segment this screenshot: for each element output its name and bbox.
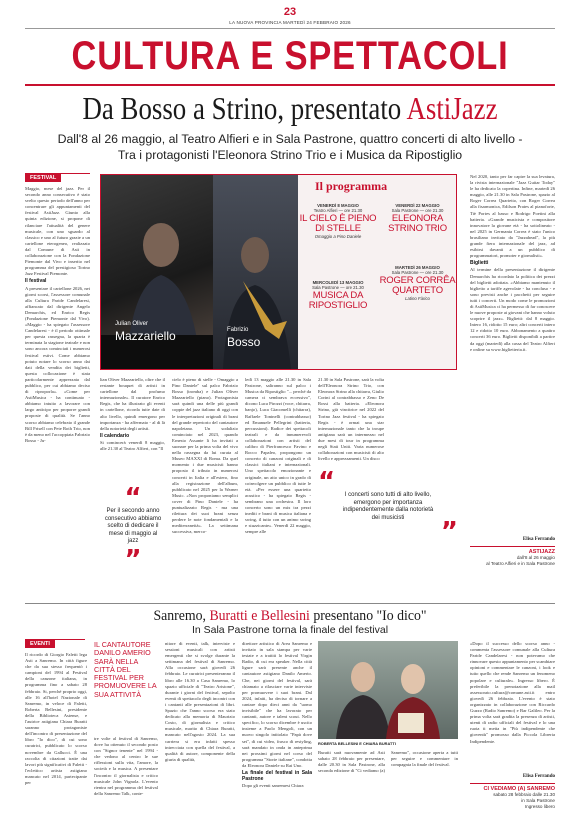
main-author: Elisa Ferrando — [522, 537, 555, 542]
two-women-photo-icon — [318, 641, 458, 739]
main-col-2-text-b: Si comincerà venerdì 8 maggio, alle 21.30 al Teatro Alfieri, con "Il — [100, 439, 165, 452]
event-1-title: IL CIELO È PIENO DI STELLE — [299, 212, 377, 234]
sanremo-info-line-3: Ingresso libero — [524, 804, 555, 809]
eventi-tag: EVENTI — [25, 640, 55, 648]
event-1-date: VENERDÌ 8 MAGGIO — [317, 203, 359, 208]
second-col-5 — [318, 750, 458, 816]
event-4-sub: Latino Fàrico — [405, 295, 430, 301]
astijazz-info-rule — [470, 546, 555, 547]
event-4-venue: Sala Pastrone — ore 21.30 — [391, 270, 444, 276]
article-divider — [25, 603, 555, 604]
main-headline — [46, 90, 533, 126]
event-3-venue: Sala Pastrone — ore 21.30 — [312, 285, 364, 291]
page-number: 23 — [283, 6, 297, 18]
second-col-1-text: Il ricordo di Giorgio Faletti lega Asti a Sanremo. In città figure che da sua stesso frequentò i campioni del 1994 al Festival della canzone italiana, in programma fino a sabato 28 febbraio. Si, perché proprio oggi, alle 16 all'hotel Nazionale di Sanremo, in veloce di Faletti, Roberta Bellesini, presidente della Biblioteca Astense, e l'autrice astigiana Chiara Buratti saranno protagoniste dell'incontro di presentazione del libro "Io dico", di cui sono curatrici, pubblicato lo scorso novembre da Gallucci. È una raccolta di citazioni tratte dai lavori più significativi di Faletti - l'eclettico artista astigiano mancato nel 2014, partecipante per — [25, 652, 87, 785]
bosso-label-small: Fabrizio — [227, 327, 249, 333]
event-4-title: ROGER CORRÊA QUARTETO — [379, 274, 456, 296]
second-col-4-text-b: Dopo gli eventi sanremesi Chiara — [242, 783, 304, 789]
main-col-3-text: cielo è pieno di stelle - Omaggio a Pino Daniele" sul palco Fabrizio Bosso (tromba) e Julian Oliver Mazzariello (piano). Protagonista sarà quindi una delle più grandi coppie del jazz italiano di oggi con le interpretazioni originali di brani del grande repertorio del cantautore napoletano. Un sodalizio cominciato nel 2023, quando Ernesto Assante li ha invitati a suonare per la prima volta del vivo nella rassegna da lui curata al Museo MAXXI di Roma. Da quel momento i due musicisti hanno proposto il tributo in numerosi concerti in Italia e all'estero, fino alla registrazione dell'album, pubblicato nel 2025 per la Warner Music. «Non proponiamo semplici cover di Pino Daniele - ha puntualizzato Regis - ma una rilettura dei suoi brani senza perdere le note fondamentali e la mediterraneità». La settimana successiva, merco- — [172, 377, 238, 535]
date-line: LA NUOVA PROVINCIA MARTEDÌ 24 FEBBRAIO 2026 — [229, 20, 351, 25]
quote-2-open-icon: “ — [318, 467, 336, 497]
astijazz-info-line-2: al Teatro Alfieri e in Sala Pastrone — [486, 561, 555, 566]
second-subhead: In Sala Pastrone torna la finale del festival — [191, 624, 389, 636]
second-col-6-text: «Dopo il successo dello scorso anno - commenta l'assessore comunale alla Cultura Paride Candelaresi - non potevamo che rinnovare questo appuntamento per scambiare opinioni e commentare le canzoni, i look e tutto quello che rende Sanremo un fenomeno popolare e culturale». Ingresso libero. È preferibile la prenotazione alla mail assessorato.cultura@comune.asti.it entro giovedì 26 febbraio. L'evento è stato organizzato in collaborazione con Riccardo Guzzo (Radio Sanremo) e Bar Galileo. Per la prima volta sarà gradita la presenza di artisti, utenti di radio ufficiali del festival e lo una ruota ti metta in "Più indipendente che gioventù" promosso dalla Piccola Libreria Indipendente. — [470, 641, 555, 744]
event-3-title: MUSICA DA RIPOSTIGLIO — [308, 289, 368, 311]
second-col-4-text: direttore artistico di Area Sanremo e invitato in sala stampa per varie testate e a trattiti lo festival Virgin Radio, di cui era speaker. Nella città ligure sarà presente anche il cantautore astigiano Danilo Amerio. Che, nei giorni del festival, sarà chiamato a rilasciare varie interviste per promuovere i suoi brani. Dal 2024, infatti, ha deciso di tornare a cantare dopo dieci anni da "uomo invisibile" che ha lavorato per cantanti, autore e talent scout. Nello specifico, lo scorso dicembre è uscito insieme a Paolo Mengoli, con un nuovo singolo intitolato "Papà dove sei", di cui video, frasco di restyling, sarà mandato in onda in anteprima nei prossimi giorni nel corso del programma "Storie italiane", condotta da Eleonora Daniele su Rai Uno. — [242, 641, 312, 768]
event-2-title: ELEONORA STRINO TRIO — [388, 212, 447, 234]
quote-2 — [318, 467, 458, 548]
section-title: CULTURA E SPETTACOLI — [71, 34, 509, 78]
bellesini-buratti-photo — [318, 641, 458, 739]
second-col-5-text: Buratti sarà nuovamente ad Asti sabato 28 febbraio per presentare, dalle 20.30 in Sala Pastrone, alla seconda edizione di "Ci vediamo (a) Sanremo", occasione aperta a tutti per seguire e commentare in compagnia la finale del festival. — [318, 750, 458, 774]
second-col-3-text: nitore di eventi, talk, interviste e sessioni musicali con artisti emergenti che si svolge durante la settimana del festival di Sanremo. Alla occasione sarà giovedì 26 febbraio. Le curatrici presenteranno il libro alle 16.30 a Casa Sanremo, lo spazio ufficiale di "Teatro Aristone", durante i giorni del festival, sepolto eventi di spettacolo degli incontri con i cantanti alle presentazioni di libri. Spazio che l'anno scorso era stato dedicato alla memoria di Maurizio Costo, di giornalista e critico musicale, marito di Chiara Buratti, mancato nell'agosto 2024. La sua carriera si era infatti spesso intrecciata con quella del festival, a qualità di autore, componente della giuria di qualità, — [165, 641, 235, 762]
event-2-date: VENERDÌ 22 MAGGIO — [395, 203, 440, 208]
event-4-date: MARTEDÌ 26 MAGGIO — [395, 265, 440, 270]
sanremo-info-rule — [470, 783, 555, 784]
finale-subhead: La finale del festival in Sala Pastrone — [242, 769, 312, 783]
main-col-3 — [172, 377, 238, 595]
headline-highlight: AstiJazz — [406, 90, 498, 126]
event-4 — [379, 265, 456, 301]
sanremo-info-title: CI VEDIAMO (A) SANREMO — [483, 786, 555, 792]
programma-panel — [299, 175, 456, 369]
main-col-1-text-b: A presentare il cartellone 2026, nei giorni scorsi, l'assessore comunale alla Cultura Paride Candelaresi, affiancato dal dirigente Angelo Demarchis, ed Enrico Regis (Fondazione Piemonte dal Vivo). «Maggio - ha spiegato l'assessore Candelaresi - è il periodo ottimale per questa rassegna, la quarta è terminata la stagione teatrale e non sono ancora cominciati i numerosi festival estivi. Come abbiamo potuto notare lo scorso anno dai dati della vendita dei biglietti, questa collocazione è stata particolarmente apprezzata dal pubblico, per cui abbiamo deciso di riproporla». «Come per AstiMusica - ha continuato - abbiamo intuito a lavorare con largo anticipo per proporre grandi proposte di qualità. Se l'anno scorso abbiamo celebrato il grande Bill Frisell con Pete Roth Trio, non è da meno nel l'accoppiata Fabrizio Bosso - Ju- — [25, 285, 90, 443]
quote-close-icon: ” — [124, 544, 142, 575]
main-col-4-text: ledì 13 maggio alle 21.30 in Sala Pastrone, saliranno sul palco i Musica da Ripostiglio "... perché da camera ci sembrava eccessivo", dicono Luca Pirozzi (voce, chitarra, banjo), Luca Giacomelli (chitarra), Raffaele Toninelli (contrabbasso) ed Emanuele Pellegrini (batteria, percussioni). Radice dei spettacoli teatrali e da innumerevoli collaborazioni con artisti del calibro di Pierfrancesco Favino e Rocco Papaleo, propongono un concerto di canzoni originali e di classici italiani e internazionali. Uno spettacolo emozionante e originale, un atto unico in grado di coinvolgere un pubblico di tutte le età. «Per essere una quartetto acustico - ha spiegato Regis - sembrano una orchestra. Il loro concerto sono un mix tra pezzi inediti e brani di musica italiana e swing, il tutto con un animo swing e stuzzicante». Venerdì 22 maggio, sempre alle — [245, 377, 311, 535]
second-headline-b: Buratti e Bellesini — [209, 608, 310, 624]
quote-open-icon: “ — [124, 483, 142, 513]
event-3-date: MERCOLEDÌ 13 MAGGIO — [312, 280, 364, 285]
event-3 — [299, 280, 377, 311]
second-col-2 — [94, 736, 158, 816]
section-rule — [25, 84, 555, 86]
second-headline-c: presentano "Io dico" — [313, 608, 427, 624]
bosso-label: Bosso — [227, 335, 261, 349]
photo-caption: ROBERTA BELLESINI E CHIARA BURATTI — [318, 741, 396, 746]
header-rule — [25, 28, 555, 29]
headline-text: Da Bosso a Strino, presentato — [82, 90, 402, 126]
quote-2-text: I concerti sono tutti di alto livello, emergono per importanza indipendentemente dalla notorietà dei musicisti — [342, 492, 434, 521]
main-col-6-text: Nel 2020, tanto per far capire la sua levatura, la rivista internazionale "Jazz Guitar Today" le ha dedicato la copertina. Infine, martedì 26 maggio, alle 21.30 in Sala Pastrone, spazio al Roger Correa Quartetto, con Roger Correa alla fisarmonica, Edilson Prates al pianoforte, Tiè Portes al basso e Rodrigo Poetini alla batteria. «Grande musicista e compositore innovatore la giovane età - ha sottolineato - nel 2025 in Germania Correa è stato l'unico brasiliano invitato da "Jazzahead", la più grande fiera internazionale del jazz, ad esibirsi davanti a un pubblico di programmatori, promoter e giornalisti». — [470, 174, 555, 259]
main-subhead — [0, 132, 580, 163]
main-col-2-text: lian Oliver Mazzariello, oltre che il restante bouquet di artisti in cartellone dal profumo internazionale». Il curatore Enrico Regis, che ha illustrato gli eventi in cartellone, ricorda tutte date di alto livello, quindi emergono per importanza - ha affermato - al di là della notorietà degli artisti. — [100, 377, 165, 431]
second-col-4 — [242, 641, 312, 817]
subhead-line-2: Tra i protagonisti l'Eleonora Strino Trio e i Musica da Ripostiglio — [117, 147, 463, 162]
second-col-1 — [25, 652, 87, 817]
main-col-1-text: Maggio, mese del jazz. Per il secondo anno consecutivo è stato svelto questo periodo dell'anno per concentrare gli appuntamenti del festival AstiJazz. Giunto alla quinta edizione, si propone di rilanciare l'attualità del genere musicale, con uno sguardo al classico e uno al futuro grazie a un cartellone eterogeneo, realizzato dal Comune di Asti in collaborazione con la Fondazione Piemonte dal Vivo e inserito nel programma del prestigioso Torino Jazz Festival Piemonte. — [25, 186, 90, 277]
event-1-sub: Omaggio a Pino Daniele — [314, 233, 362, 239]
festival-subhead: Il festival — [25, 278, 47, 285]
main-col-4 — [245, 377, 311, 595]
calendario-subhead: Il calendario — [100, 432, 130, 439]
astijazz-info-line-1: dall'8 al 26 maggio — [516, 555, 555, 560]
astijazz-info-title: ASTIJAZZ — [528, 549, 555, 555]
event-2-venue: Sala Pastrone — ore 21.30 — [391, 208, 444, 214]
event-1-venue: Teatro Alfieri — ore 21.30 — [313, 208, 363, 214]
programma-title: Il programma — [315, 179, 388, 193]
second-col-3 — [165, 641, 235, 817]
main-col-1 — [25, 186, 90, 596]
second-author: Elisa Ferrando — [522, 774, 555, 779]
main-col-5 — [318, 377, 384, 469]
event-1 — [299, 203, 377, 239]
second-headline-a: Sanremo, — [153, 608, 206, 624]
main-col-6 — [470, 174, 555, 534]
main-col-5-text: 21.30 in Sala Pastrone, sarà la volta dell'Eleonora Strino Trio, con Eleonora Strino alla chitarra, Giulio Corini al contrabbasso e Zeno De Rossi alla batteria. «Eleonora Strino, già vincitrice nel 2022 del Torino Jazz festival - ha spiegato Regis - è ormai una star internazionale tanto che la troupe antigiana sarà un intermezzo nel due mesi di tour in programma negli Stati Uniti. Varia numerose collaborazioni con musicisti di alto livello e apprezzamenti. Un disco — [318, 377, 384, 462]
quote-1 — [103, 483, 163, 575]
amerio-pull-quote: IL CANTAUTORE DANILO AMERIO SARÀ NELLA CITTÀ DEL FESTIVAL PER PROMUOVERE LA SUA ATTIVITÀ — [94, 640, 157, 699]
quote-2-close-icon: ” — [440, 517, 458, 548]
main-col-6-text-b: Al termine della presentazione il dirigente Demarchis ha ricordato la politica dei prezzi del biglietti adottata. «Abbiamo mantenuto il biglietto a tariffe agevolate - ha concluso - e sono previsti anche i pacchetti per seguire tutti i concerti. Un modo come le promozioni di AstiMusica ci ha permesso di far conoscere le nuove proposte ai giovani che hanno voluto scoprire il jazz». Biglietti: dal 8 maggio. Intero 16, ridotto 15 euro; altri concerti intero 12 e ridotto 10 euro. Abbonamento a quattro concerti 36 euro. Biglietti disponibili a partire da oggi (martedì) alla cassa del Teatro Alfieri e online su www.biglietteria.it. — [470, 267, 555, 352]
subhead-line-1: Dall'8 al 26 maggio, al Teatro Alfieri e in Sala Pastrone, quattro concerti di alto livello - — [57, 132, 523, 146]
second-col-2-text: tre volte al festival di Sanremo, dove ha ottenuto il secondo posto con "Signor tenente" nel 1994 - che vedono al centro le sue riflessioni sulla vita, l'amore, la società e la musica. A presentare l'incontro il giornalista e critico musicale John Vignola. L'evento rientra nel programma del festival della Sanremo Talk, conte- — [94, 736, 158, 796]
mazzariello-label: Mazzariello — [115, 329, 176, 343]
second-headline — [23, 607, 557, 625]
bosso-photo — [213, 175, 298, 369]
mazzariello-photo — [101, 175, 213, 369]
astijazz-info — [470, 549, 555, 567]
second-col-6 — [470, 641, 555, 773]
sanremo-info-line-1: sabato 28 febbraio dalle 21.30 — [493, 792, 555, 797]
sanremo-info — [470, 786, 555, 810]
sanremo-info-line-2: in Sala Pastrone — [521, 798, 555, 803]
mazzariello-label-small: Julian Oliver — [115, 321, 149, 327]
festival-tag: FESTIVAL — [25, 174, 61, 182]
biglietti-subhead: Biglietti — [470, 260, 489, 267]
event-2 — [379, 203, 456, 234]
quote-1-text: Per il secondo anno consecutivo abbiamo scelto di dedicare il mese di maggio al jazz — [104, 508, 162, 545]
